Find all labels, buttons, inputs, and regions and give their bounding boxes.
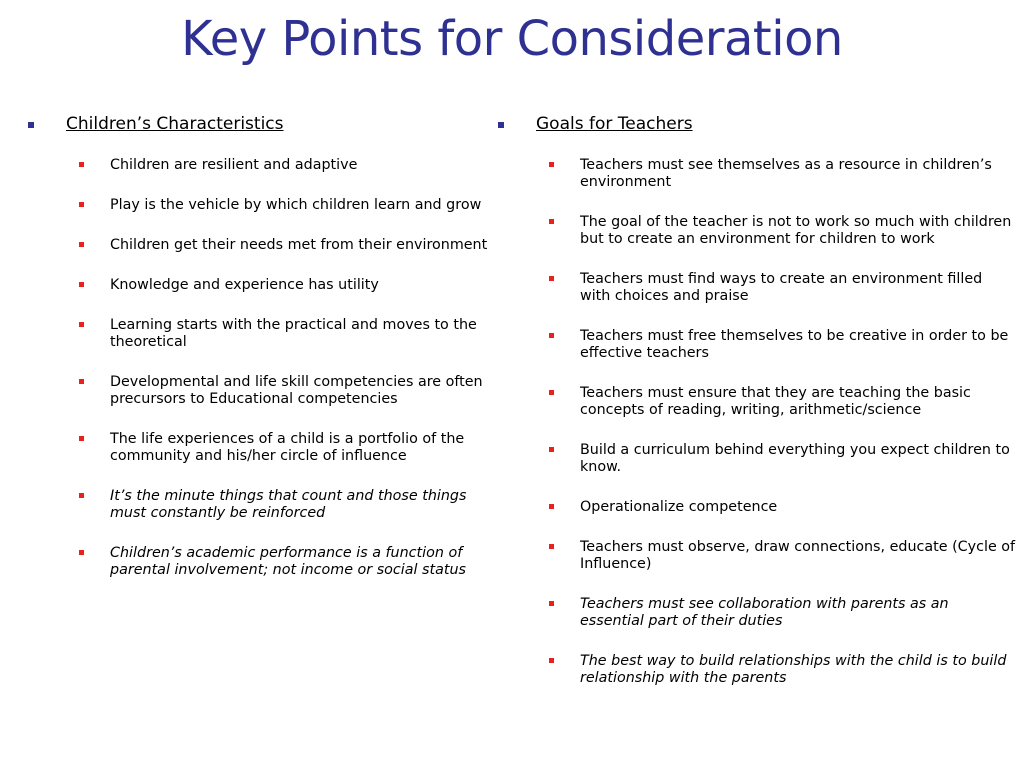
list-item xyxy=(496,385,1016,419)
slide-title: Key Points for Consideration xyxy=(181,11,843,67)
square-bullet-icon xyxy=(549,162,554,167)
list-item-text: Teachers must free themselves to be creative in order to be effective teachers xyxy=(580,328,1009,361)
list-item-text: Operationalize competence xyxy=(580,499,778,515)
square-bullet-icon xyxy=(498,122,504,128)
list-item-text: Knowledge and experience has utility xyxy=(110,277,379,293)
square-bullet-icon xyxy=(79,202,84,207)
right-list xyxy=(496,157,1016,687)
square-bullet-icon xyxy=(549,544,554,549)
list-item xyxy=(496,157,1016,191)
list-item xyxy=(496,596,1016,630)
square-bullet-icon xyxy=(79,282,84,287)
square-bullet-icon xyxy=(79,322,84,327)
list-item-text: The life experiences of a child is a portfolio of the community and his/her circle of influence xyxy=(110,431,465,464)
list-item-text: Teachers must see collaboration with parents as an essential part of their duties xyxy=(580,596,949,629)
square-bullet-icon xyxy=(549,219,554,224)
square-bullet-icon xyxy=(549,658,554,663)
list-item xyxy=(496,499,1016,516)
list-item xyxy=(26,277,496,294)
square-bullet-icon xyxy=(79,379,84,384)
left-list xyxy=(26,157,496,579)
left-heading xyxy=(26,114,496,134)
list-item xyxy=(496,328,1016,362)
square-bullet-icon xyxy=(79,493,84,498)
list-item xyxy=(496,539,1016,573)
square-bullet-icon xyxy=(79,162,84,167)
list-item-text: Children get their needs met from their environment xyxy=(110,237,488,253)
square-bullet-icon xyxy=(28,122,34,128)
list-item-text: The best way to build relationships with the child is to build relationship with the parents xyxy=(580,653,1007,686)
square-bullet-icon xyxy=(549,447,554,452)
list-item-text: Teachers must see themselves as a resource in children’s environment xyxy=(580,157,992,190)
list-item xyxy=(26,374,496,408)
list-item-text: Learning starts with the practical and moves to the theoretical xyxy=(110,317,477,350)
square-bullet-icon xyxy=(79,436,84,441)
square-bullet-icon xyxy=(549,504,554,509)
square-bullet-icon xyxy=(79,550,84,555)
right-heading xyxy=(496,114,1016,134)
list-item xyxy=(496,214,1016,248)
list-item xyxy=(26,237,496,254)
list-item xyxy=(26,545,496,579)
list-item xyxy=(26,431,496,465)
list-item xyxy=(26,157,496,174)
square-bullet-icon xyxy=(79,242,84,247)
list-item-text: It’s the minute things that count and those things must constantly be reinforced xyxy=(110,488,467,521)
left-heading-text: Children’s Characteristics xyxy=(66,114,284,134)
list-item-text: Teachers must observe, draw connections, educate (Cycle of Influence) xyxy=(580,539,1016,572)
right-heading-text: Goals for Teachers xyxy=(536,114,693,134)
list-item-text: Children’s academic performance is a function of parental involvement; not income or social status xyxy=(110,545,466,578)
list-item-text: Teachers must ensure that they are teaching the basic concepts of reading, writing, arithmetic/science xyxy=(580,385,971,418)
right-column xyxy=(496,114,1016,710)
square-bullet-icon xyxy=(549,333,554,338)
list-item-text: Build a curriculum behind everything you expect children to know. xyxy=(580,442,1010,475)
list-item-text: The goal of the teacher is not to work so much with children but to create an environment for children to work xyxy=(580,214,1012,247)
left-column xyxy=(26,114,496,602)
list-item xyxy=(496,271,1016,305)
list-item xyxy=(496,442,1016,476)
list-item-text: Teachers must find ways to create an environment filled with choices and praise xyxy=(580,271,983,304)
square-bullet-icon xyxy=(549,390,554,395)
square-bullet-icon xyxy=(549,276,554,281)
list-item xyxy=(26,488,496,522)
list-item-text: Developmental and life skill competencies are often precursors to Educational competencies xyxy=(110,374,483,407)
list-item xyxy=(26,197,496,214)
list-item xyxy=(26,317,496,351)
list-item-text: Play is the vehicle by which children learn and grow xyxy=(110,197,482,213)
list-item xyxy=(496,653,1016,687)
list-item-text: Children are resilient and adaptive xyxy=(110,157,358,173)
square-bullet-icon xyxy=(549,601,554,606)
